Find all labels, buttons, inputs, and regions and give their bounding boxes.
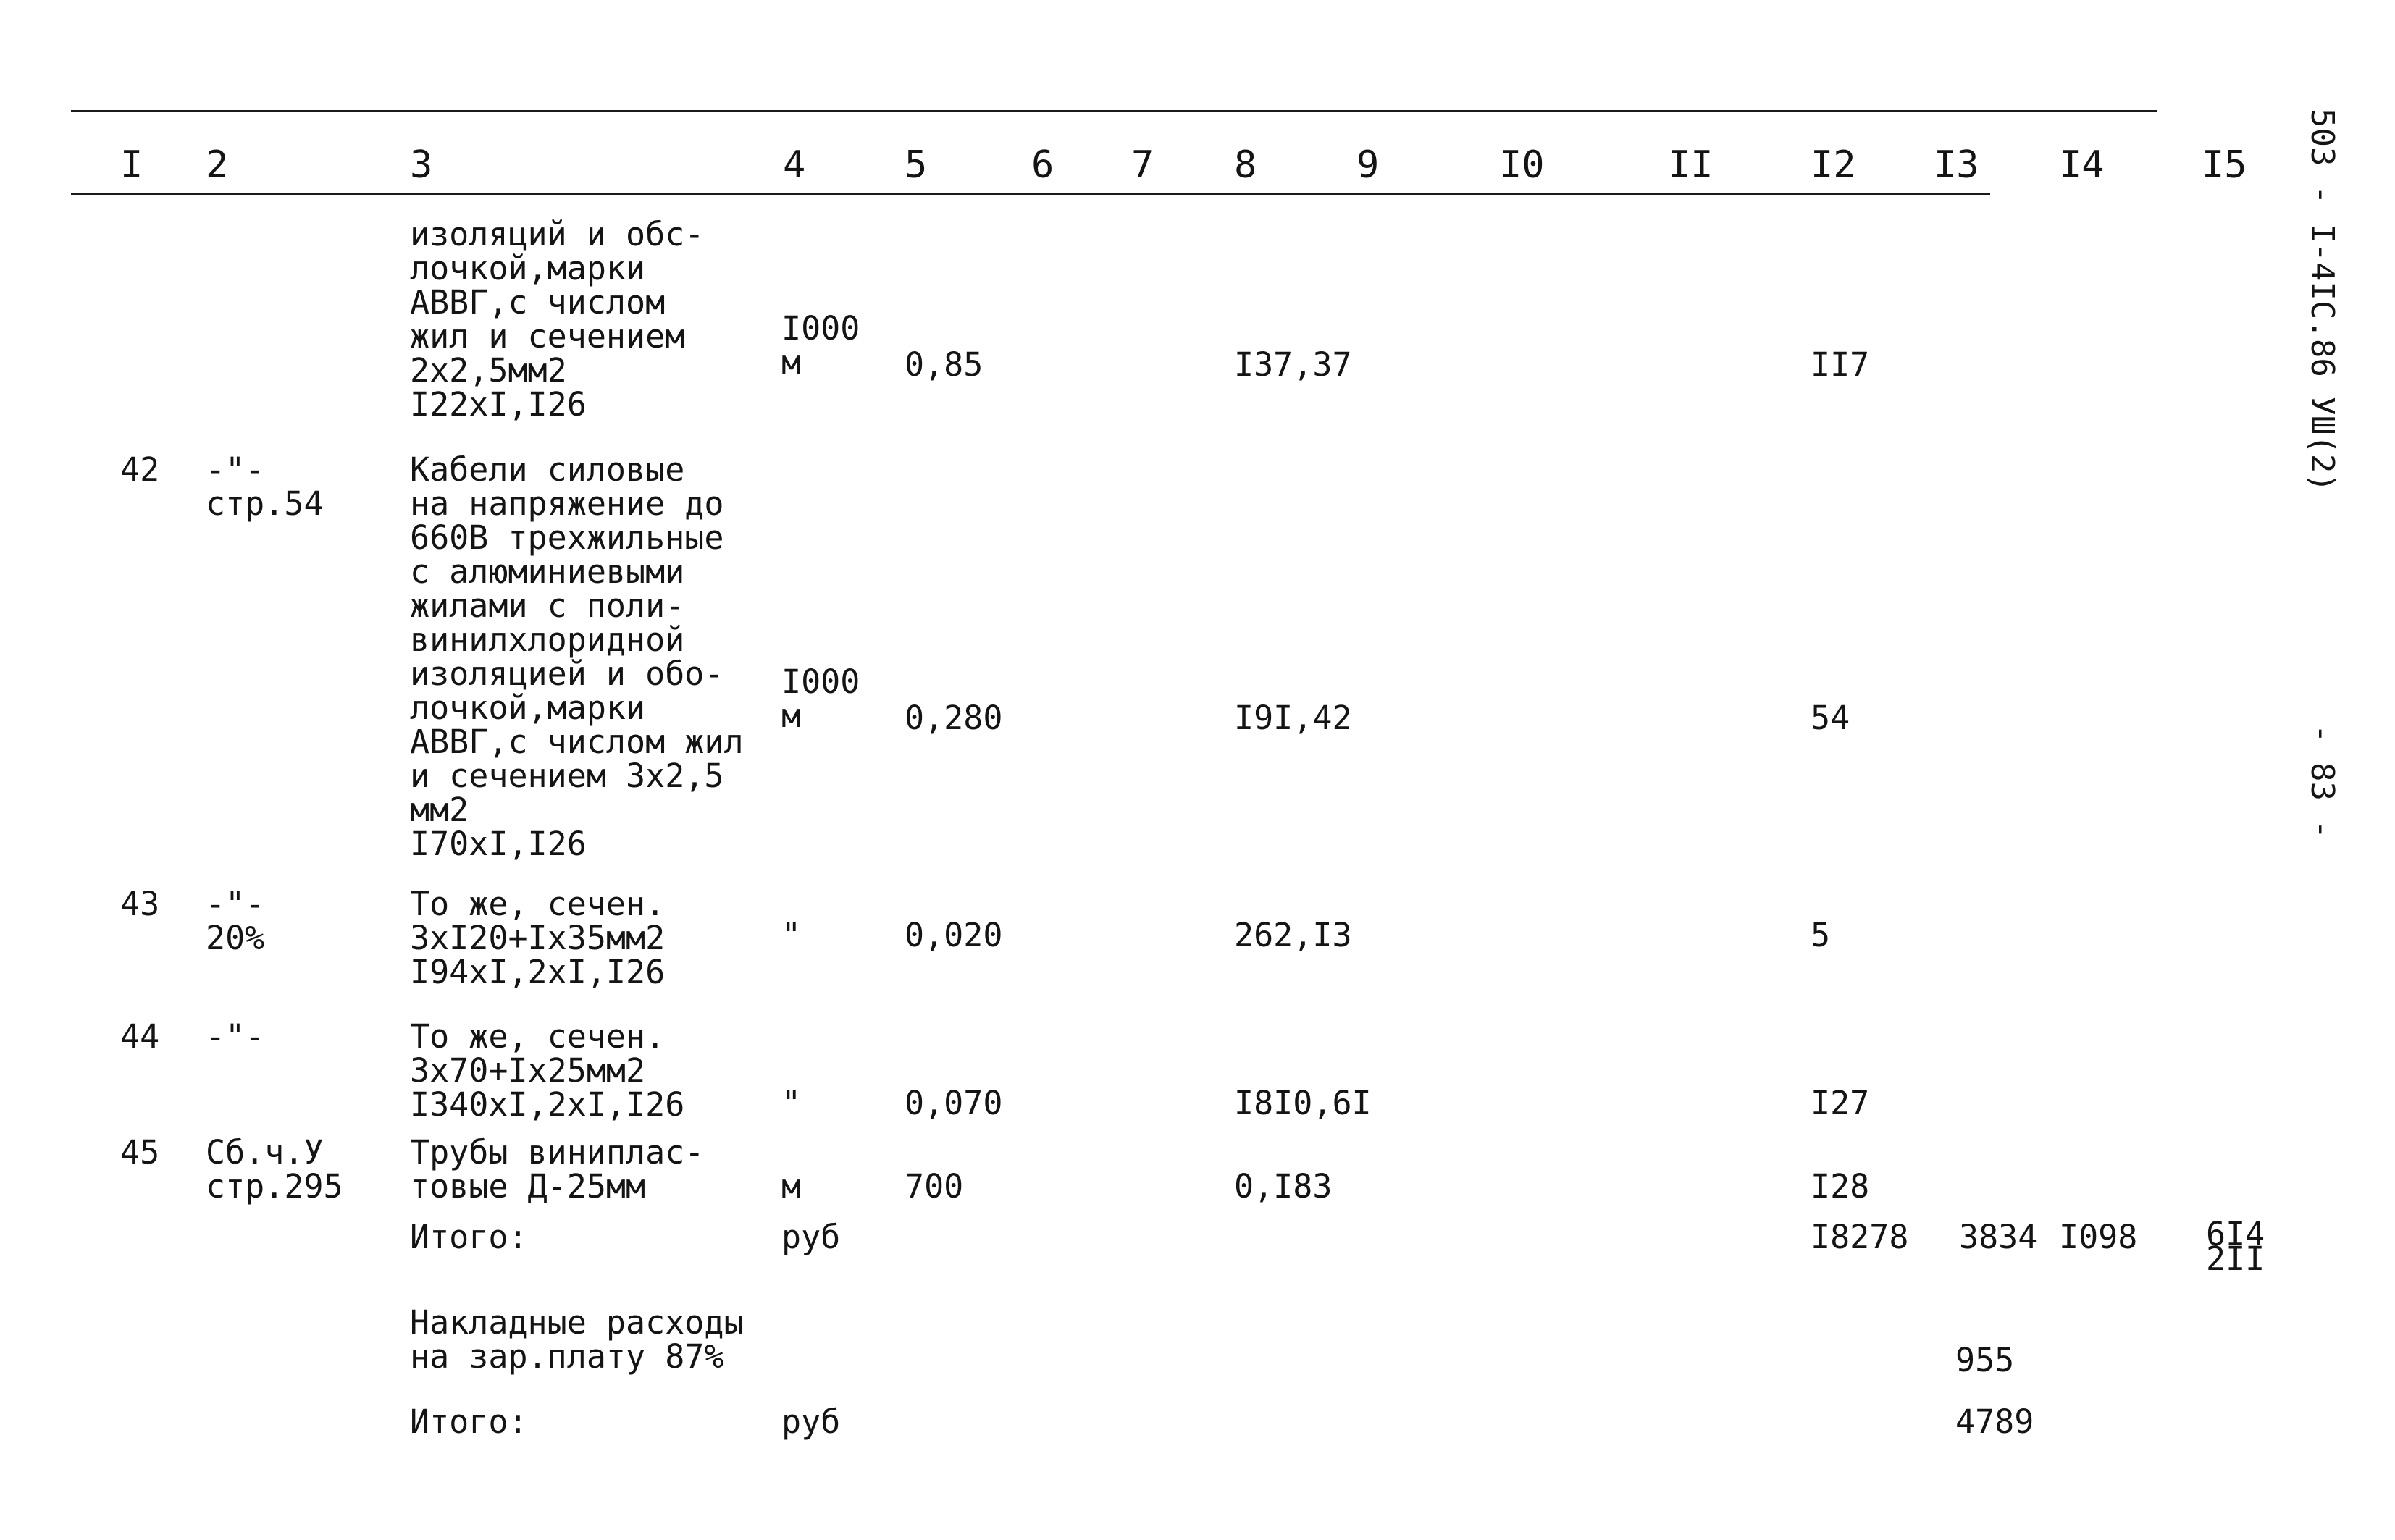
row-col8-value: I9I,42 (1234, 699, 1352, 737)
col-header-6: 6 (1031, 143, 1054, 187)
col-header-5: 5 (905, 143, 928, 187)
col-header-1: I (120, 143, 143, 187)
row-description: То же, сечен. 3хI20+Iх35мм2 I94хI,2хI,I26 (410, 885, 666, 991)
col-header-9: 9 (1356, 143, 1380, 187)
col-header-10: I0 (1499, 143, 1545, 187)
page-number: - 83 - (2304, 724, 2341, 839)
col-header-13: I3 (1934, 143, 1979, 187)
total-col13-value: 3834 (1959, 1218, 2038, 1256)
col-header-8: 8 (1234, 143, 1257, 187)
col-header-11: II (1668, 143, 1714, 187)
row-col8-value: 262,I3 (1234, 916, 1352, 954)
row-quantity: 0,070 (905, 1084, 1003, 1122)
col-header-14: I4 (2059, 143, 2105, 187)
row-quantity: 0,020 (905, 916, 1003, 954)
total-col12-value: I8278 (1811, 1218, 1909, 1256)
row-col8-value: 0,I83 (1234, 1167, 1333, 1206)
row-col12-value: I27 (1811, 1084, 1870, 1122)
row-description: Кабели силовые на напряжение до 660В трехжильные с алюминиевыми жилами с поли- винилхлоридной изоляцией и обо- лочкой,марки АВВГ,с числом жил и сечением 3х2,5 мм2 I70хI,I26 (410, 450, 744, 863)
row-unit: м (781, 1167, 802, 1206)
col-header-12: I2 (1811, 143, 1856, 187)
row-description: Трубы виниплас- товые Д-25мм (410, 1133, 705, 1206)
row-col8-value: I8I0,6I (1234, 1084, 1372, 1122)
col-header-2: 2 (206, 143, 229, 187)
row-col8-value: I37,37 (1234, 345, 1352, 384)
overhead-label: Накладные расходы на зар.плату 87% (410, 1303, 744, 1376)
row-col12-value: II7 (1811, 345, 1870, 384)
col-header-7: 7 (1131, 143, 1154, 187)
row-col12-value: 5 (1811, 916, 1831, 954)
row-quantity: 700 (905, 1167, 964, 1206)
row-source: -"- (206, 1017, 265, 1056)
total-unit: руб (781, 1218, 841, 1256)
row-number: 42 (120, 450, 160, 489)
header-bottom-rule (71, 193, 1990, 195)
row-description: То же, сечен. 3х70+Iх25мм2 I340хI,2хI,I26 (410, 1017, 685, 1124)
row-source: Сб.ч.У стр.295 (206, 1133, 343, 1206)
row-source: -"- 20% (206, 885, 265, 957)
total-col14-value: I098 (2059, 1218, 2138, 1256)
header-top-rule (71, 110, 2157, 112)
row-unit: " (781, 916, 802, 954)
col-header-15: I5 (2202, 143, 2247, 187)
col-header-3: 3 (410, 143, 433, 187)
total-label: Итого: (410, 1218, 528, 1256)
overhead-col13-value: 955 (1955, 1341, 2015, 1379)
row-quantity: 0,280 (905, 699, 1003, 737)
grand-total-col13-value: 4789 (1955, 1402, 2034, 1441)
col-header-4: 4 (783, 143, 806, 187)
grand-total-label: Итого: (410, 1402, 528, 1441)
row-col12-value: 54 (1811, 699, 1850, 737)
row-description: изоляций и обс- лочкой,марки АВВГ,с числом жил и сечением 2х2,5мм2 I22хI,I26 (410, 215, 705, 424)
row-unit: I000 м (781, 309, 860, 382)
row-quantity: 0,85 (905, 345, 983, 384)
row-col12-value: I28 (1811, 1167, 1870, 1206)
row-unit: " (781, 1084, 802, 1122)
grand-total-unit: руб (781, 1402, 841, 1441)
document-code: 503 - I-4IC.86 УШ(2) (2304, 109, 2341, 492)
row-number: 43 (120, 885, 160, 923)
row-number: 45 (120, 1133, 160, 1171)
total-col15-value: 6I4 2II (2206, 1215, 2265, 1278)
row-source: -"- стр.54 (206, 450, 324, 523)
row-unit: I000 м (781, 662, 860, 735)
row-number: 44 (120, 1017, 160, 1056)
